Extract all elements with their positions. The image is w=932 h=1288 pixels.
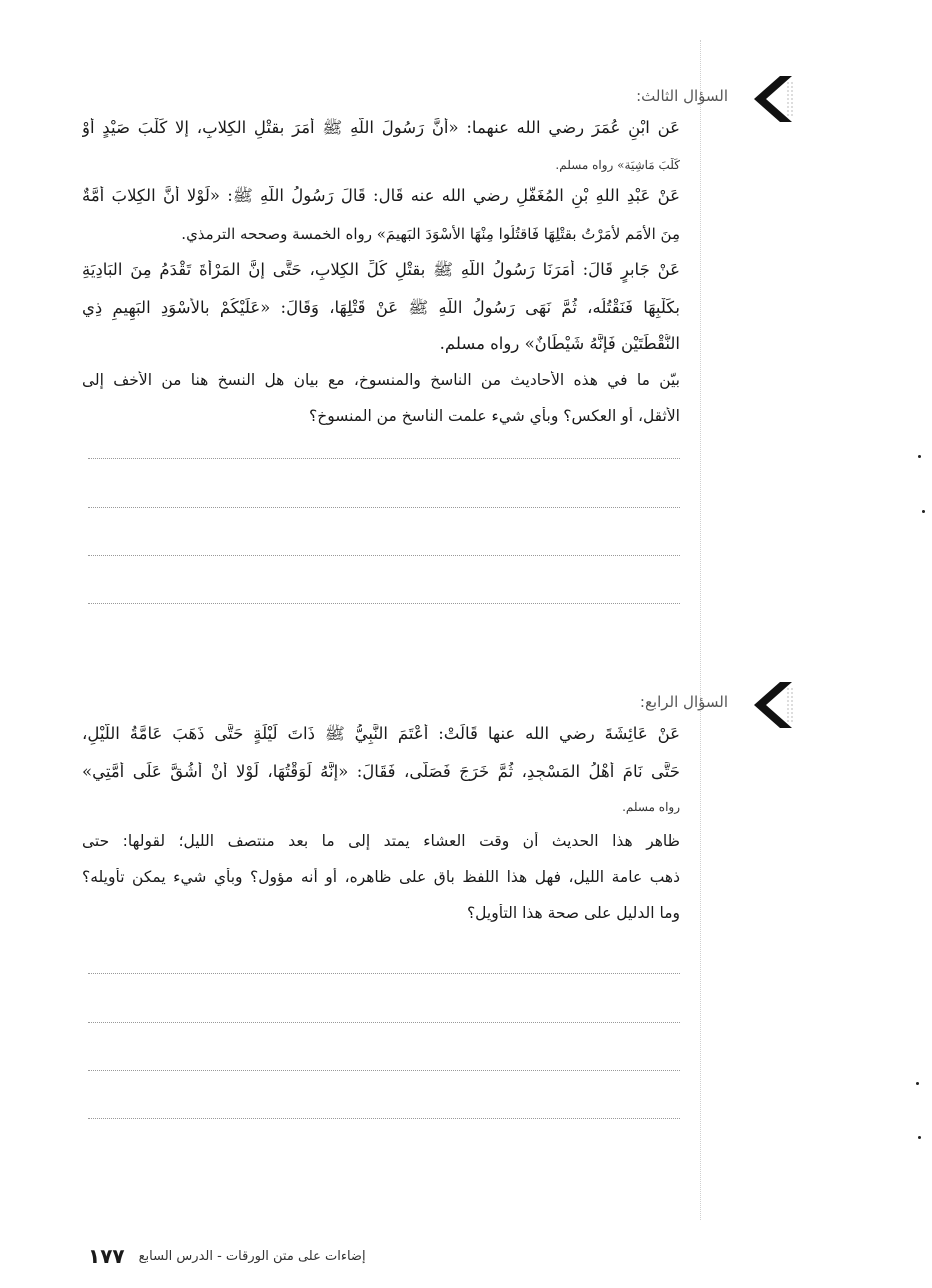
answer-line: [88, 1070, 680, 1071]
question-3-title: السؤال الثالث:: [636, 87, 728, 105]
question-3-line-6: بكَلْبِهَا فَنَقْتُلُه، ثُمَّ نَهَى رَسُولُ اللَّهِ ﷺ عَنْ قَتْلِهَا، وَقَالَ: «عَلَيْكُمْ بالأسْوَدِ البَهِيمِ ذِي: [82, 298, 680, 317]
answer-line: [88, 603, 680, 604]
question-4-line-2: حَتَّى نَامَ أهْلُ المَسْجِدِ، ثُمَّ خَرَجَ فَصَلَّى، فَقَالَ: «إنَّهُ لَوَقْتُهَا، لَوْلا أنْ أشُقَّ عَلَى أمَّتِي»: [82, 762, 680, 781]
answer-line: [88, 555, 680, 556]
answer-line: [88, 973, 680, 974]
question-3-line-1: عَن ابْنِ عُمَرَ رضي الله عنهما: «أنَّ رَسُولَ اللَّهِ ﷺ أمَرَ بقتْلِ الكِلابِ، إلا كَلْبَ صَيْدٍ أوْ: [82, 118, 680, 137]
question-3-header: [172, 76, 732, 116]
page-number: ١٧٧: [88, 1244, 125, 1268]
margin-dot: [922, 510, 925, 513]
margin-dot: [918, 455, 921, 458]
question-3-line-3: عَنْ عَبْدِ اللهِ بْنِ المُغَفَّلِ رضي الله عنه قَال: قَالَ رَسُولُ اللَّهِ ﷺ: «لَوْلا أنَّ الكِلابَ أمَّةٌ: [82, 186, 680, 205]
page-footer: [88, 1244, 488, 1268]
answer-line: [88, 1118, 680, 1119]
margin-dot: [916, 1082, 919, 1085]
question-4-title: السؤال الرابع:: [639, 693, 728, 711]
question-4-task-line-1: ظاهر هذا الحديث أن وقت العشاء يمتد إلى ما بعد منتصف الليل؛ لقولها: حتى: [82, 832, 680, 850]
chevron-left-icon: [750, 680, 794, 730]
answer-line: [88, 458, 680, 459]
question-3-line-4: مِنَ الأمَمِ لأمَرْتُ بقتْلِهَا فَاقتُلُوا مِنْهَا الأسْوَدَ البَهِيمَ» رواه الخمسة وصححه الترمذي.: [181, 225, 680, 243]
chevron-left-icon: [750, 74, 794, 124]
question-4-line-3: رواه مسلم.: [622, 800, 680, 814]
question-4-task-line-3: وما الدليل على صحة هذا التأويل؟: [466, 904, 680, 922]
question-3-line-7: النُّقْطَتَيْنِ فَإنَّهُ شَيْطَانٌ» رواه مسلم.: [439, 334, 680, 353]
margin-artifact: [700, 40, 701, 1220]
question-3-line-5: عَنْ جَابرٍ قَالَ: أمَرَنَا رَسُولُ اللَّهِ ﷺ بقتْلِ كُلِّ الكِلابِ، حَتَّى إنَّ المَرْأةَ تَقْدَمُ مِنَ البَادِيَةِ: [82, 260, 680, 279]
running-title: إضاءات على متن الورقات - الدرس السابع: [138, 1248, 366, 1264]
answer-line: [88, 507, 680, 508]
question-3-line-2: كَلْبَ مَاشِيَة» رواه مسلم.: [555, 158, 680, 172]
answer-line: [88, 1022, 680, 1023]
question-3-task-line-1: بيّن ما في هذه الأحاديث من الناسخ والمنسوخ، مع بيان هل النسخ هنا من الأخف إلى: [82, 371, 680, 389]
question-4-line-1: عَنْ عَائِشَةَ رضي الله عنها قَالَتْ: أعْتَمَ النَّبِيُّ ﷺ ذَاتَ لَيْلَةٍ حَتَّى ذَهَبَ عَامَّةُ اللَّيْلِ،: [82, 724, 680, 743]
question-4-header: [172, 682, 732, 722]
margin-dot: [918, 1136, 921, 1139]
question-3-task-line-2: الأثقل، أو العكس؟ وبأي شيء علمت الناسخ من المنسوخ؟: [309, 407, 680, 425]
question-4-task-line-2: ذهب عامة الليل، فهل هذا اللفظ باق على ظاهره، أو أنه مؤول؟ وبأي شيء يمكن تأويله؟: [82, 868, 680, 886]
